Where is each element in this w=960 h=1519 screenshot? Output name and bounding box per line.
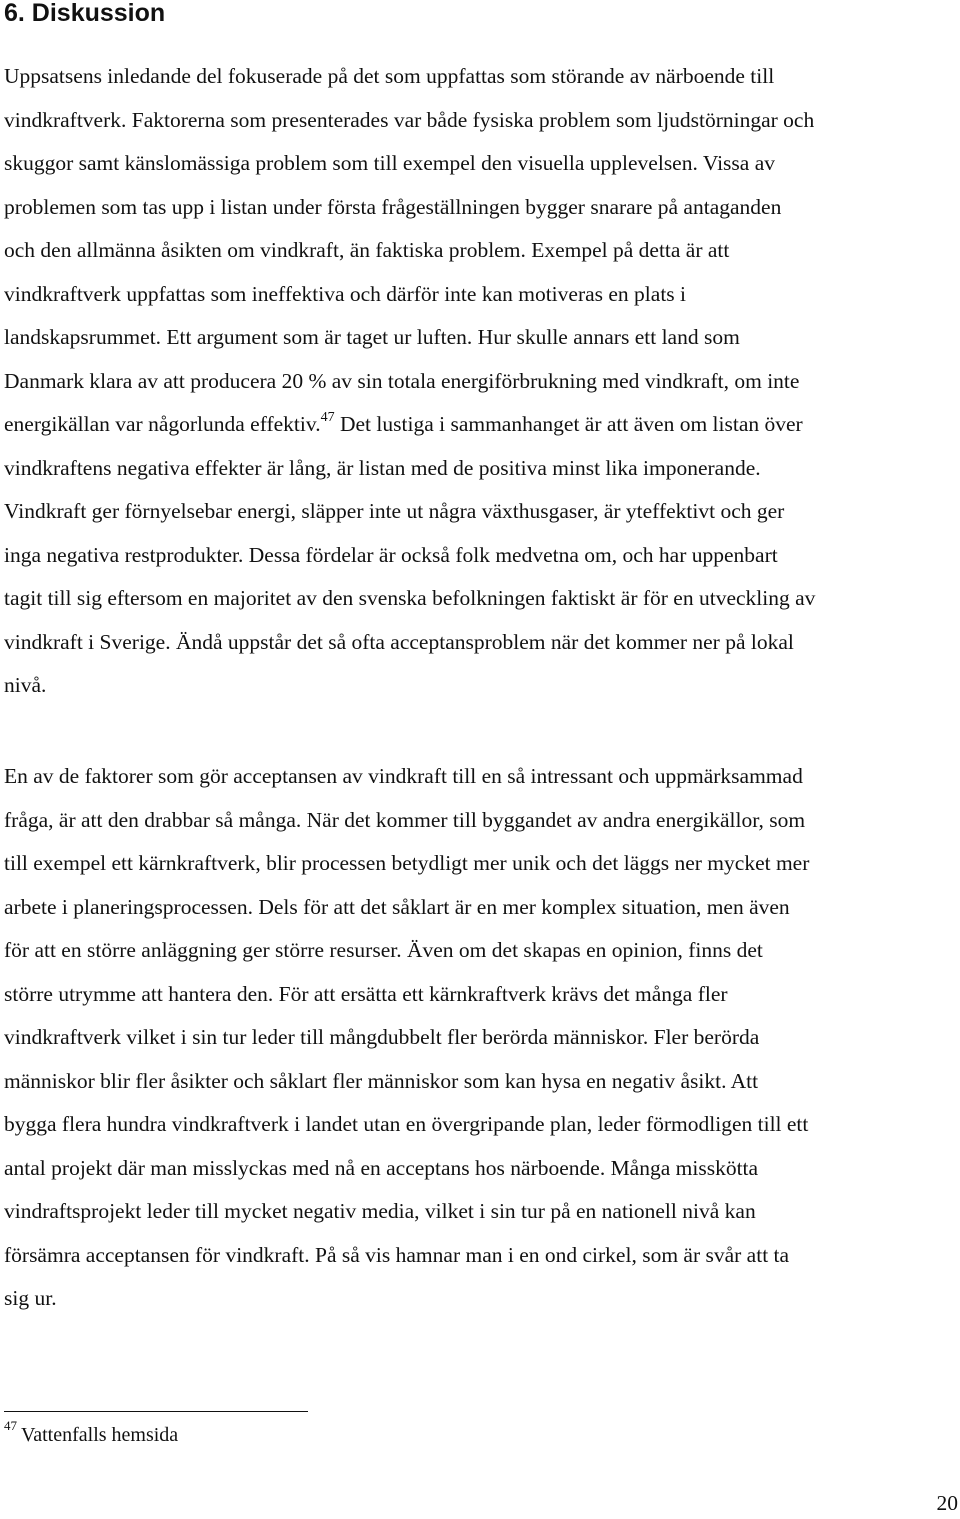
paragraph-line: landskapsrummet. Ett argument som är taget ur luften. Hur skulle annars ett land som bbox=[4, 325, 740, 349]
line-text-after-ref: Det lustiga i sammanhanget är att även om listan över bbox=[334, 412, 803, 436]
paragraph-line: En av de faktorer som gör acceptansen av vindkraft till en så intressant och uppmärksammad bbox=[4, 764, 803, 788]
paragraph-line: bygga flera hundra vindkraftverk i landet utan en övergripande plan, leder förmodligen till ett bbox=[4, 1112, 809, 1136]
footnote-text: Vattenfalls hemsida bbox=[21, 1424, 179, 1446]
paragraph-line: tagit till sig eftersom en majoritet av den svenska befolkningen faktiskt är för en utveckling av bbox=[4, 586, 816, 610]
paragraph-line: nivå. bbox=[4, 673, 47, 697]
paragraph-line: större utrymme att hantera den. För att ersätta ett kärnkraftverk krävs det många fler bbox=[4, 981, 728, 1006]
paragraph-line: vindraftsprojekt leder till mycket negativ media, vilket i sin tur på en nationell nivå kan bbox=[4, 1199, 756, 1223]
paragraph-line: vindkraftverk vilket i sin tur leder till mångdubbelt fler berörda människor. Fler berörda bbox=[4, 1025, 760, 1049]
paragraph-line: vindkraftens negativa effekter är lång, är listan med de positiva minst lika imponerande. bbox=[4, 455, 761, 480]
paragraph-line: försämra acceptansen för vindkraft. På så vis hamnar man i en ond cirkel, som är svår att ta bbox=[4, 1242, 790, 1267]
paragraph-line: människor blir fler åsikter och såklart fler människor som kan hysa en negativ åsikt. Att bbox=[4, 1068, 759, 1093]
paragraph-line: sig ur. bbox=[4, 1286, 57, 1310]
paragraph-line: vindkraftverk uppfattas som ineffektiva och därför inte kan motiveras en plats i bbox=[4, 281, 687, 306]
paragraph-line: Vindkraft ger förnyelsebar energi, släpper inte ut några växthusgaser, är yteffektivt och ger bbox=[4, 499, 785, 523]
paragraph-line: antal projekt där man misslyckas med nå en acceptans hos närboende. Många misskötta bbox=[4, 1155, 759, 1180]
paragraph-1 bbox=[4, 55, 960, 708]
line-text-before-ref: energikällan var någorlunda effektiv. bbox=[4, 412, 321, 436]
footnote bbox=[4, 1418, 179, 1448]
paragraph-line: Uppsatsens inledande del fokuserade på det som uppfattas som störande av närboende till bbox=[4, 64, 775, 88]
paragraph-line: vindkraft i Sverige. Ändå uppstår det så ofta acceptansproblem när det kommer ner på lokal bbox=[4, 629, 794, 654]
paragraph-line: vindkraftverk. Faktorerna som presenterades var både fysiska problem som ljudstörningar och bbox=[4, 107, 815, 132]
paragraph-line-with-footnote bbox=[4, 403, 960, 447]
page-number: 20 bbox=[936, 1491, 958, 1515]
footnote-reference[interactable]: 47 bbox=[320, 409, 335, 425]
footnote-number: 47 bbox=[4, 1418, 17, 1434]
paragraph-2 bbox=[4, 755, 960, 1321]
paragraph-line: arbete i planeringsprocessen. Dels för att det såklart är en mer komplex situation, men även bbox=[4, 894, 790, 919]
paragraph-line: Danmark klara av att producera 20 % av sin totala energiförbrukning med vindkraft, om inte bbox=[4, 368, 800, 393]
paragraph-line: inga negativa restprodukter. Dessa fördelar är också folk medvetna om, och har uppenbart bbox=[4, 542, 778, 567]
paragraph-line: för att en större anläggning ger större resurser. Även om det skapas en opinion, finns det bbox=[4, 938, 763, 962]
paragraph-line: fråga, är att den drabbar så många. När det kommer till byggandet av andra energikällor, som bbox=[4, 807, 806, 832]
paragraph-line: skuggor samt känslomässiga problem som till exempel den visuella upplevelsen. Vissa av bbox=[4, 151, 775, 175]
paragraph-line: till exempel ett kärnkraftverk, blir processen betydligt mer unik och det läggs ner mycket mer bbox=[4, 851, 810, 875]
footnote-divider bbox=[4, 1411, 308, 1412]
paragraph-line: och den allmänna åsikten om vindkraft, än faktiska problem. Exempel på detta är att bbox=[4, 238, 730, 262]
paragraph-line: problemen som tas upp i listan under första frågeställningen bygger snarare på antaganden bbox=[4, 194, 782, 219]
section-heading: 6. Diskussion bbox=[4, 0, 166, 27]
